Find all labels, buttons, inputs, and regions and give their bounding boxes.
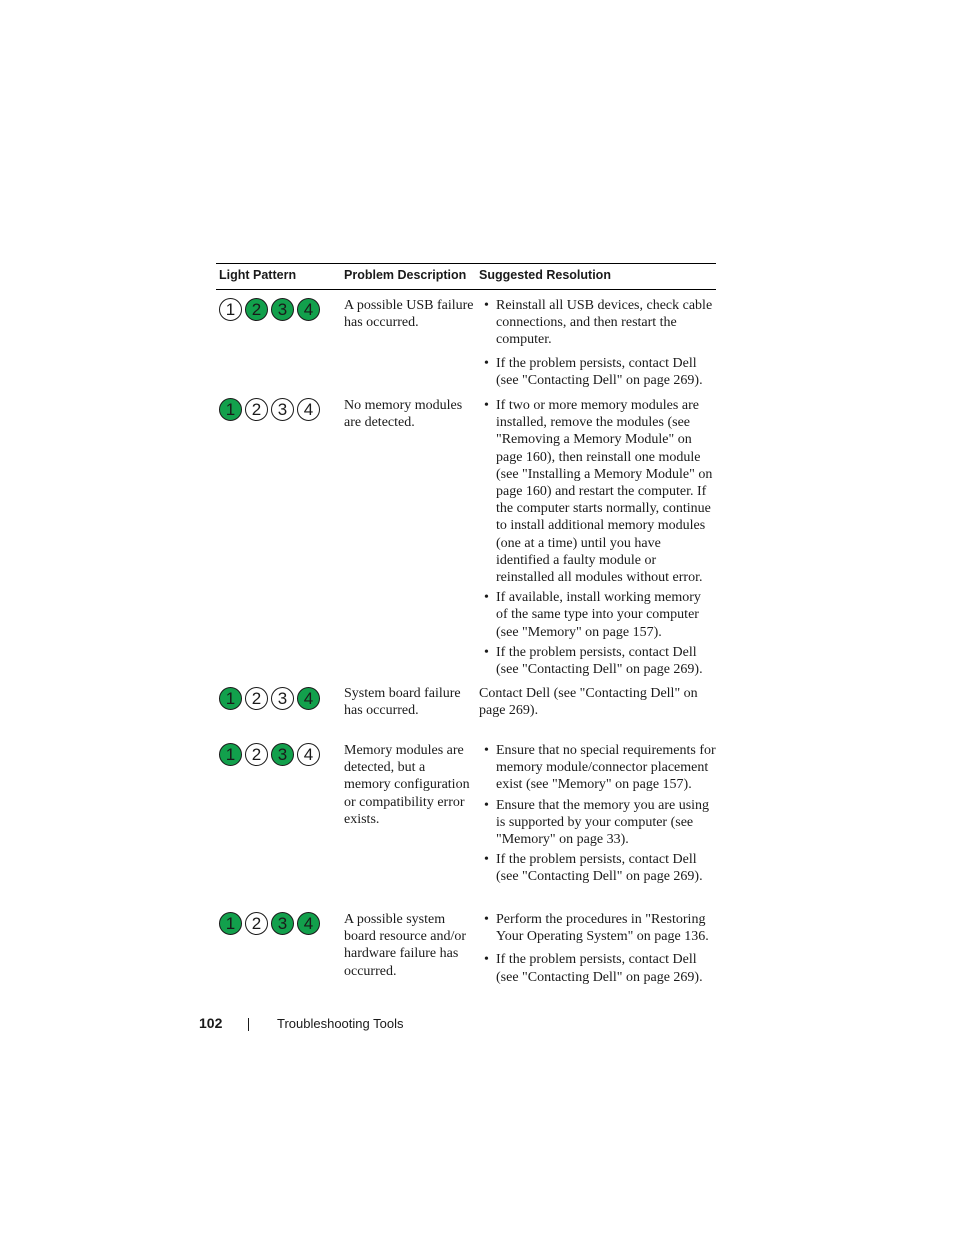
suggested-resolution xyxy=(479,297,716,389)
resolution-item: • If the problem persists, contact Dell (see "Contacting Dell" on page 269). xyxy=(479,355,716,389)
diagnostic-light-4-off: 4 xyxy=(297,743,320,766)
light-pattern xyxy=(219,298,320,321)
diagnostic-light-2-on: 2 xyxy=(245,298,268,321)
resolution-item: • If available, install working memory of the same type into your computer (see "Memory" on page 157). xyxy=(479,589,716,641)
diagnostic-light-1-on: 1 xyxy=(219,687,242,710)
diagnostic-light-2-off: 2 xyxy=(245,743,268,766)
diagnostic-light-1-on: 1 xyxy=(219,743,242,766)
diagnostic-light-3-on: 3 xyxy=(271,743,294,766)
diagnostic-light-4-on: 4 xyxy=(297,912,320,935)
header-suggested-resolution: Suggested Resolution xyxy=(479,268,611,282)
diagnostic-light-4-on: 4 xyxy=(297,298,320,321)
problem-description: Memory modules are detected, but a memory configuration or compatibility error exists. xyxy=(344,743,470,827)
diagnostic-light-table xyxy=(216,263,716,985)
resolution-item: • If the problem persists, contact Dell (see "Contacting Dell" on page 269). xyxy=(479,851,716,885)
suggested-resolution xyxy=(479,742,716,886)
resolution-item: • Perform the procedures in "Restoring Your Operating System" on page 136. xyxy=(479,911,716,945)
diagnostic-light-3-off: 3 xyxy=(271,687,294,710)
resolution-item: • If the problem persists, contact Dell (see "Contacting Dell" on page 269). xyxy=(479,644,716,678)
resolution-list xyxy=(479,397,716,678)
resolution-item: • Ensure that no special requirements for memory module/connector placement exist (see "Memory" on page 157). xyxy=(479,742,716,794)
footer-divider xyxy=(248,1018,249,1031)
resolution-text: Contact Dell (see "Contacting Dell" on page 269). xyxy=(479,686,698,719)
diagnostic-light-1-off: 1 xyxy=(219,298,242,321)
suggested-resolution xyxy=(479,397,716,678)
resolution-item: • Ensure that the memory you are using is supported by your computer (see "Memory" on page 33). xyxy=(479,797,716,849)
resolution-item: • Reinstall all USB devices, check cable connections, and then restart the computer. xyxy=(479,297,716,349)
diagnostic-light-1-on: 1 xyxy=(219,398,242,421)
diagnostic-light-2-off: 2 xyxy=(245,912,268,935)
light-pattern xyxy=(219,687,320,710)
problem-description: A possible system board resource and/or hardware failure has occurred. xyxy=(344,912,467,979)
problem-description: System board failure has occurred. xyxy=(344,686,461,719)
diagnostic-light-4-on: 4 xyxy=(297,687,320,710)
problem-description: A possible USB failure has occurred. xyxy=(344,298,474,331)
resolution-item: • If the problem persists, contact Dell (see "Contacting Dell" on page 269). xyxy=(479,951,716,985)
header-problem-description: Problem Description xyxy=(344,268,467,282)
page-number: 102 xyxy=(199,1015,223,1031)
light-pattern xyxy=(219,743,320,766)
resolution-item: • If two or more memory modules are installed, remove the modules (see "Removing a Memory Module" on page 160), then reinstall one module (see "Installing a Memory Module" on page 160) and restart the computer. If the computer starts normally, continue to install additional memory modules (one at a time) until you have identified a faulty module or reinstalled all modules without error. xyxy=(479,397,716,586)
footer-section-title: Troubleshooting Tools xyxy=(277,1016,404,1031)
problem-description: No memory modules are detected. xyxy=(344,398,463,431)
diagnostic-light-2-off: 2 xyxy=(245,687,268,710)
suggested-resolution xyxy=(479,911,716,986)
table-header xyxy=(216,263,716,290)
diagnostic-light-3-off: 3 xyxy=(271,398,294,421)
diagnostic-light-3-on: 3 xyxy=(271,912,294,935)
resolution-list xyxy=(479,911,716,986)
light-pattern xyxy=(219,912,320,935)
suggested-resolution xyxy=(479,685,716,719)
diagnostic-light-1-on: 1 xyxy=(219,912,242,935)
resolution-list xyxy=(479,742,716,886)
diagnostic-light-2-off: 2 xyxy=(245,398,268,421)
header-light-pattern: Light Pattern xyxy=(219,268,297,282)
resolution-list xyxy=(479,297,716,389)
diagnostic-light-3-on: 3 xyxy=(271,298,294,321)
light-pattern xyxy=(219,398,320,421)
diagnostic-light-4-off: 4 xyxy=(297,398,320,421)
